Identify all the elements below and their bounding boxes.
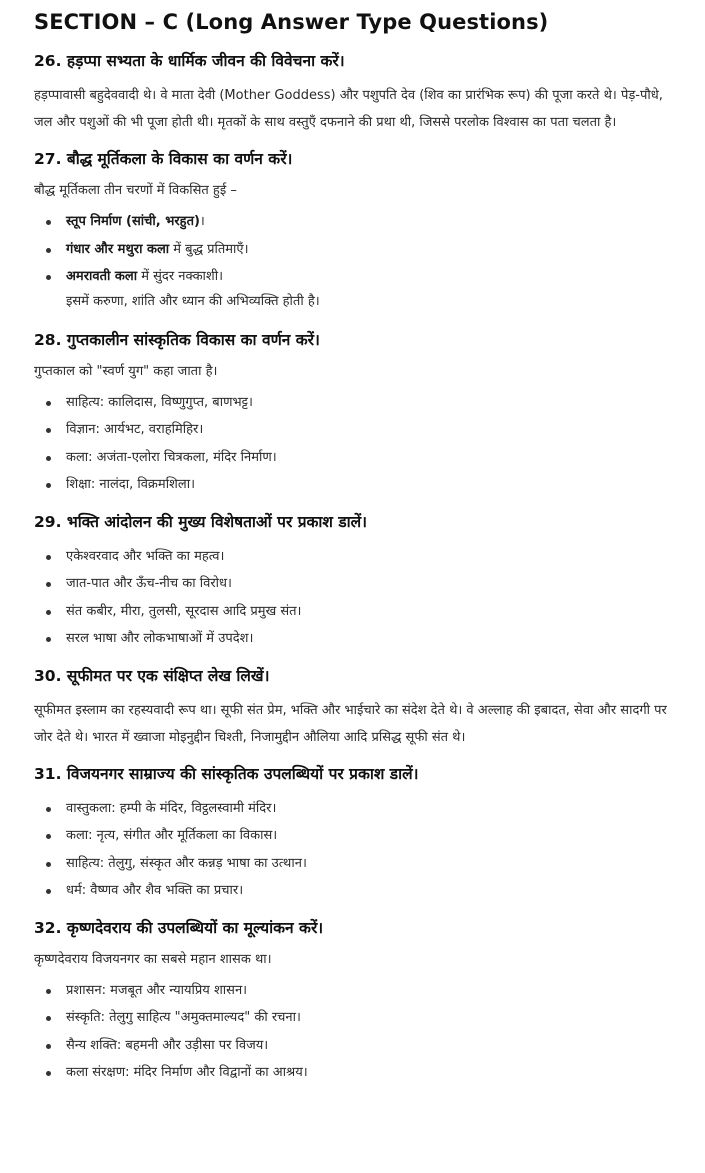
question-30 bbox=[34, 665, 705, 751]
item-text: वास्तुकला: हम्पी के मंदिर, विट्ठलस्वामी मंदिर। bbox=[66, 800, 277, 816]
bullet-icon bbox=[46, 1016, 51, 1021]
answer-list bbox=[34, 208, 705, 291]
item-text: साहित्य: कालिदास, विष्णुगुप्त, बाणभट्ट। bbox=[66, 394, 253, 410]
item-text: जात-पात और ऊँच-नीच का विरोध। bbox=[66, 576, 232, 591]
list-item bbox=[34, 1004, 705, 1032]
list-item bbox=[34, 625, 705, 653]
list-item bbox=[34, 850, 705, 878]
item-text: कला संरक्षण: मंदिर निर्माण और विद्वानों का आश्रय। bbox=[66, 1065, 308, 1080]
answer-list bbox=[34, 543, 705, 653]
question-title: 32. कृष्णदेवराय की उपलब्धियों का मूल्यांकन करें। bbox=[34, 918, 324, 937]
answer-intro: बौद्ध मूर्तिकला तीन चरणों में विकसित हुई – bbox=[34, 183, 237, 198]
question-title: 31. विजयनगर साम्राज्य की सांस्कृतिक उपलब्धियों पर प्रकाश डालें। bbox=[34, 764, 419, 783]
bullet-icon bbox=[46, 1071, 51, 1076]
question-title: 28. गुप्तकालीन सांस्कृतिक विकास का वर्णन करें। bbox=[34, 330, 320, 349]
list-item bbox=[34, 543, 705, 571]
list-item bbox=[34, 416, 705, 444]
bullet-icon bbox=[46, 989, 51, 994]
list-item bbox=[34, 598, 705, 626]
section-title: SECTION – C (Long Answer Type Questions) bbox=[34, 10, 549, 34]
bullet-icon bbox=[46, 862, 51, 867]
bullet-icon bbox=[46, 834, 51, 839]
bullet-icon bbox=[46, 483, 51, 488]
list-item bbox=[34, 263, 705, 291]
bullet-icon bbox=[46, 555, 51, 560]
list-item bbox=[34, 795, 705, 823]
bullet-icon bbox=[46, 637, 51, 642]
answer-list bbox=[34, 389, 705, 499]
list-item bbox=[34, 570, 705, 598]
item-text: एकेश्वरवाद और भक्ति का महत्व। bbox=[66, 548, 225, 564]
answer-intro: कृष्णदेवराय विजयनगर का सबसे महान शासक था। bbox=[34, 951, 272, 967]
list-item bbox=[34, 877, 705, 905]
question-31 bbox=[34, 763, 705, 905]
item-text: प्रशासन: मजबूत और न्यायप्रिय शासन। bbox=[66, 982, 248, 998]
list-item bbox=[34, 471, 705, 499]
list-item bbox=[34, 208, 705, 236]
item-text: में सुंदर नक्काशी। bbox=[137, 269, 224, 284]
bullet-icon bbox=[46, 889, 51, 894]
bullet-icon bbox=[46, 610, 51, 615]
item-text: धर्म: वैष्णव और शैव भक्ति का प्रचार। bbox=[66, 883, 244, 898]
question-title: 29. भक्ति आंदोलन की मुख्य विशेषताओं पर प्रकाश डालें। bbox=[34, 512, 368, 531]
item-text: सैन्य शक्ति: बहमनी और उड़ीसा पर विजय। bbox=[66, 1037, 269, 1053]
answer-list bbox=[34, 795, 705, 905]
list-item bbox=[34, 389, 705, 417]
question-27 bbox=[34, 148, 705, 313]
list-item bbox=[34, 822, 705, 850]
item-text: साहित्य: तेलुगु, संस्कृत और कन्नड़ भाषा का उत्थान। bbox=[66, 855, 307, 871]
question-28 bbox=[34, 329, 705, 499]
list-item bbox=[34, 1032, 705, 1060]
question-26 bbox=[34, 50, 705, 136]
bullet-icon bbox=[46, 807, 51, 812]
item-text: में बुद्ध प्रतिमाएँ। bbox=[169, 241, 249, 257]
bold-term: स्तूप निर्माण (सांची, भरहुत) bbox=[66, 214, 200, 229]
item-text: सरल भाषा और लोकभाषाओं में उपदेश। bbox=[66, 631, 254, 646]
item-text: कला: अजंता-एलोरा चित्रकला, मंदिर निर्माण। bbox=[66, 449, 277, 465]
item-text: शिक्षा: नालंदा, विक्रमशिला। bbox=[66, 477, 196, 492]
list-item bbox=[34, 1059, 705, 1087]
question-title: 26. हड़प्पा सभ्यता के धार्मिक जीवन की विवेचना करें। bbox=[34, 52, 345, 70]
bullet-icon bbox=[46, 582, 51, 587]
bullet-icon bbox=[46, 275, 51, 280]
question-32 bbox=[34, 917, 705, 1087]
list-item bbox=[34, 236, 705, 264]
question-title: 30. सूफीमत पर एक संक्षिप्त लेख लिखें। bbox=[34, 666, 270, 685]
item-text: । bbox=[199, 214, 205, 229]
question-29 bbox=[34, 511, 705, 653]
answer-paragraph: सूफीमत इस्लाम का रहस्यवादी रूप था। सूफी संत प्रेम, भक्ति और भाईचारे का संदेश देते थे। वे अल्लाह की इबादत, सेवा और सादगी पर जोर देते थे। भारत में ख्वाजा मोइनुद्दीन चिश्ती, निजामुद्दीन औलिया आदि प्रसिद्ध सूफी संत थे। bbox=[34, 702, 667, 745]
list-item bbox=[34, 977, 705, 1005]
bullet-icon bbox=[46, 1044, 51, 1049]
item-text: संस्कृति: तेलुगु साहित्य "अमुक्तमाल्यद" की रचना। bbox=[66, 1010, 301, 1025]
item-text: कला: नृत्य, संगीत और मूर्तिकला का विकास। bbox=[66, 828, 278, 843]
item-text: विज्ञान: आर्यभट, वराहमिहिर। bbox=[66, 422, 204, 437]
answer-paragraph: हड़प्पावासी बहुदेववादी थे। वे माता देवी (Mother Goddess) और पशुपति देव (शिव का प्रारंभिक रूप) की पूजा करते थे। पेड़-पौधे, जल और पशुओं की भी पूजा होती थी। मृतकों के साथ वस्तुएँ दफनाने की प्रथा थी, जिससे परलोक विश्वास का पता चलता है। bbox=[34, 88, 663, 130]
answer-intro: गुप्तकाल को "स्वर्ण युग" कहा जाता है। bbox=[34, 363, 218, 379]
question-title: 27. बौद्ध मूर्तिकला के विकास का वर्णन करें। bbox=[34, 150, 293, 168]
bullet-icon bbox=[46, 428, 51, 433]
bold-term: गंधार और मथुरा कला bbox=[66, 241, 170, 257]
bullet-icon bbox=[46, 456, 51, 461]
bullet-icon bbox=[46, 220, 51, 225]
answer-note: इसमें करुणा, शांति और ध्यान की अभिव्यक्ति होती है। bbox=[66, 293, 320, 309]
list-item bbox=[34, 444, 705, 472]
bullet-icon bbox=[46, 248, 51, 253]
bold-term: अमरावती कला bbox=[66, 269, 138, 284]
bullet-icon bbox=[46, 401, 51, 406]
item-text: संत कबीर, मीरा, तुलसी, सूरदास आदि प्रमुख संत। bbox=[66, 603, 302, 619]
answer-list bbox=[34, 977, 705, 1087]
